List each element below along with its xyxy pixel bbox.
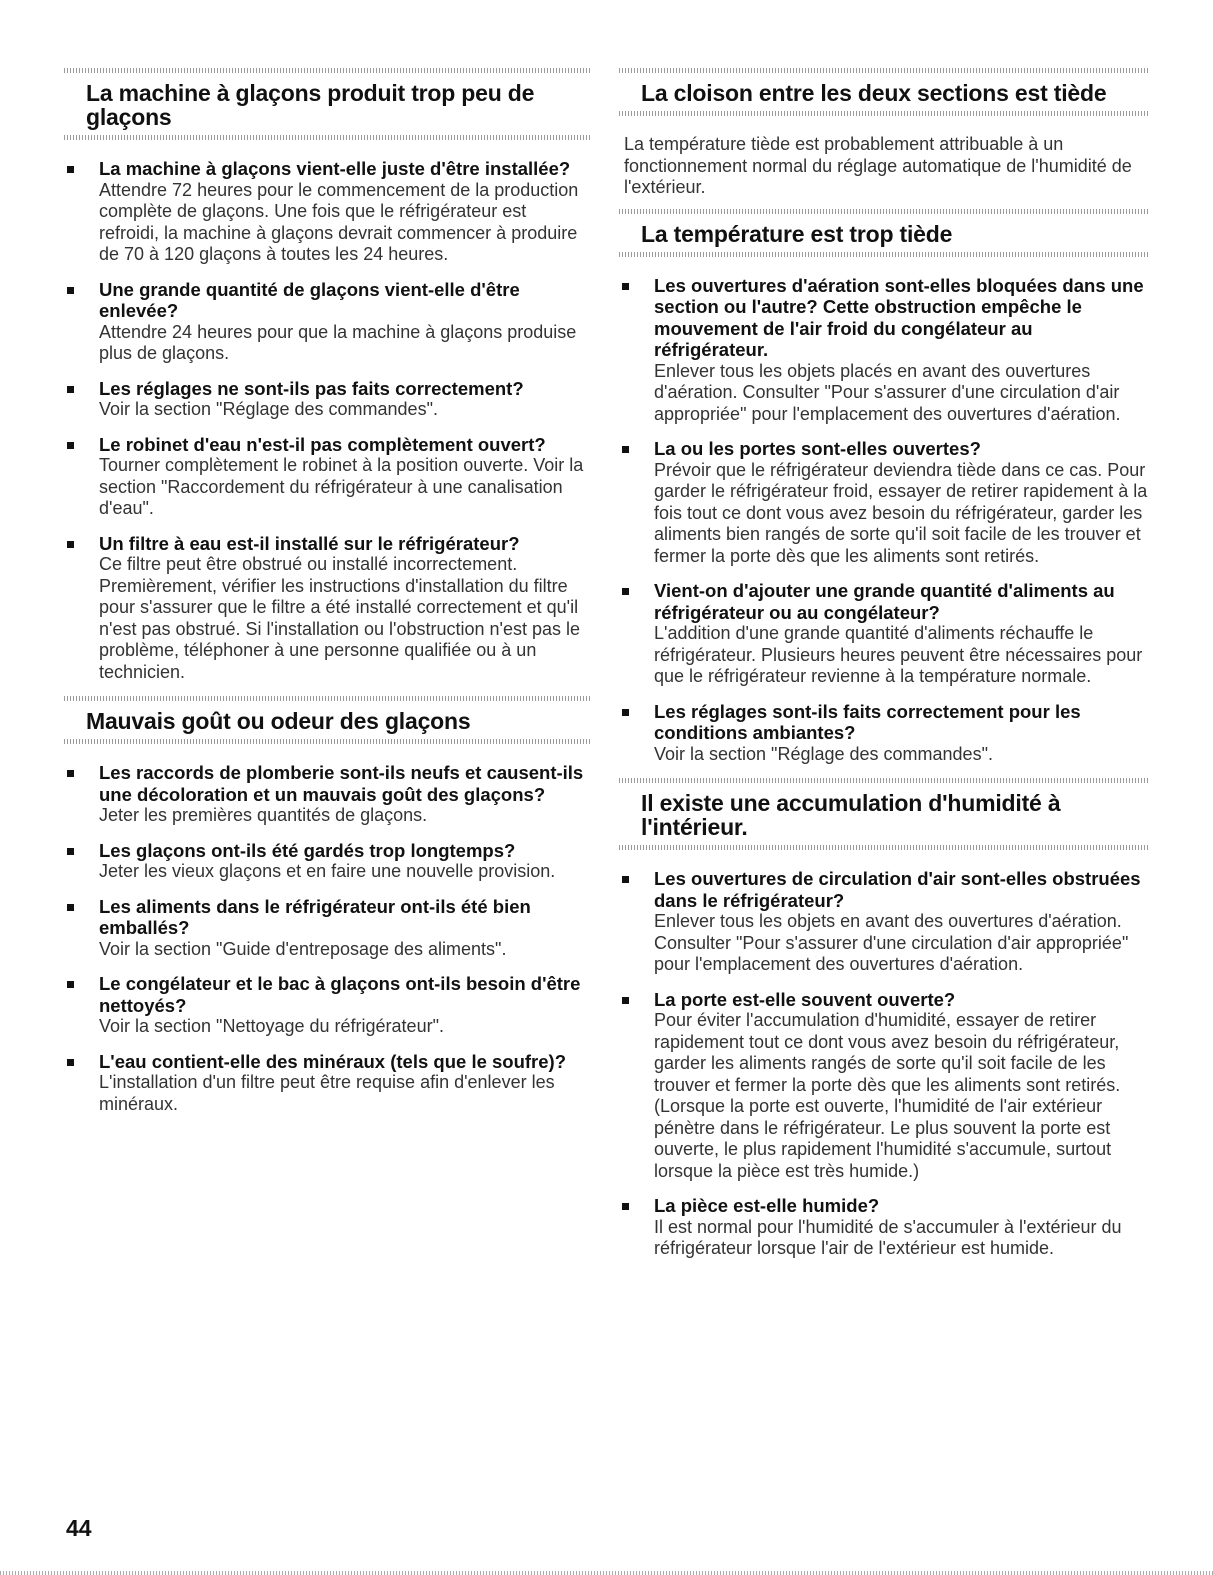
square-bullet-icon (622, 283, 629, 290)
question: Les aliments dans le réfrigérateur ont-ils été bien emballés? (99, 895, 531, 938)
question: Une grande quantité de glaçons vient-elle d'être enlevée? (99, 278, 520, 321)
question: Un filtre à eau est-il installé sur le réfrigérateur? (99, 532, 520, 554)
square-bullet-icon (67, 981, 74, 988)
section-heading: Il existe une accumulation d'humidité à l'intérieur. (641, 790, 1061, 840)
section-bad-taste (64, 696, 590, 1115)
list-item (619, 701, 1149, 766)
question: Les réglages ne sont-ils pas faits correctement? (99, 377, 524, 399)
square-bullet-icon (622, 588, 629, 595)
square-bullet-icon (622, 997, 629, 1004)
square-bullet-icon (67, 770, 74, 777)
list-item (64, 840, 590, 883)
troubleshooting-list (64, 158, 590, 683)
answer: Attendre 24 heures pour que la machine à glaçons produise plus de glaçons. (99, 321, 577, 363)
answer: Enlever tous les objets placés en avant des ouvertures d'aération. Consulter "Pour s'assurer d'une circulation d'air appropriée" pour l'emplacement des ouvertures d'aération. (654, 360, 1121, 424)
list-item (64, 896, 590, 961)
divider (619, 209, 1149, 214)
troubleshooting-list (619, 868, 1149, 1260)
list-item (64, 762, 590, 827)
list-item (619, 275, 1149, 426)
question: La ou les portes sont-elles ouvertes? (654, 438, 981, 459)
answer: Prévoir que le réfrigérateur deviendra tiède dans ce cas. Pour garder le réfrigérateur froid, essayer de retirer rapidement à la fois tout ce dont vous avez besoin du réfrigérateur, garder les aliments bien rangés de sorte qu'il soit facile de les trouver et fermer la porte dès que les aliments sont retirés. (654, 459, 1148, 566)
answer: L'addition d'une grande quantité d'aliments réchauffe le réfrigérateur. Plusieurs heures peuvent être nécessaires pour que le réfrigérateur revienne à la température normale. (654, 623, 1143, 686)
square-bullet-icon (67, 166, 74, 173)
list-item (619, 868, 1149, 976)
answer: Voir la section "Nettoyage du réfrigérateur". (99, 1016, 444, 1036)
question: L'eau contient-elle des minéraux (tels que le soufre)? (99, 1050, 567, 1072)
answer: Jeter les premières quantités de glaçons. (99, 805, 428, 825)
right-column (619, 68, 1149, 1273)
list-item (619, 580, 1149, 688)
answer: Il est normal pour l'humidité de s'accumuler à l'extérieur du réfrigérateur lorsque l'air de l'extérieur est humide. (654, 1216, 1122, 1258)
question: La pièce est-elle humide? (654, 1195, 880, 1216)
answer: Ce filtre peut être obstrué ou installé incorrectement. Premièrement, vérifier les instructions d'installation du filtre pour s'assurer que le filtre a été installé correctement et qu'il n'est pas obstrué. Si l'installation ou l'obstruction n'est pas le problème, téléphoner à une personne qualifiée ou à un technicien. (99, 554, 581, 682)
section-heading: La cloison entre les deux sections est tiède (641, 80, 1107, 106)
question: Le robinet d'eau n'est-il pas complètement ouvert? (99, 433, 546, 455)
question: Les glaçons ont-ils été gardés trop longtemps? (99, 839, 516, 861)
answer: Jeter les vieux glaçons et en faire une nouvelle provision. (99, 861, 556, 881)
question: Les ouvertures d'aération sont-elles bloquées dans une section ou l'autre? Cette obstruction empêche le mouvement de l'air froid du congélateur au réfrigérateur. (654, 274, 1144, 360)
question: La porte est-elle souvent ouverte? (654, 988, 956, 1010)
question: La machine à glaçons vient-elle juste d'être installée? (99, 158, 571, 179)
question: Les réglages sont-ils faits correctement pour les conditions ambiantes? (654, 700, 1081, 743)
square-bullet-icon (67, 1059, 74, 1066)
troubleshooting-list (64, 762, 590, 1115)
square-bullet-icon (67, 904, 74, 911)
square-bullet-icon (622, 876, 629, 883)
left-column (64, 68, 590, 1128)
divider (64, 68, 590, 73)
list-item (64, 973, 590, 1038)
answer: L'installation d'un filtre peut être requise afin d'enlever les minéraux. (99, 1072, 555, 1114)
section-heading: Mauvais goût ou odeur des glaçons (86, 708, 471, 734)
section-partition-warm (619, 68, 1149, 199)
list-item (64, 533, 590, 684)
page-number: 44 (66, 1515, 92, 1541)
question: Les raccords de plomberie sont-ils neufs et causent-ils une décoloration et un mauvais goût des glaçons? (99, 762, 584, 805)
divider (64, 135, 590, 140)
list-item (64, 378, 590, 421)
list-item (619, 438, 1149, 567)
list-item (64, 158, 590, 266)
divider (619, 778, 1149, 783)
square-bullet-icon (67, 442, 74, 449)
divider (64, 696, 590, 701)
divider (64, 739, 590, 744)
section-too-warm (619, 209, 1149, 766)
square-bullet-icon (622, 709, 629, 716)
square-bullet-icon (67, 386, 74, 393)
section-ice-maker-low (64, 68, 590, 683)
answer: Tourner complètement le robinet à la position ouverte. Voir la section "Raccordement du réfrigérateur à une canalisation d'eau". (99, 455, 584, 518)
section-humidity (619, 778, 1149, 1260)
section-heading: La température est trop tiède (641, 220, 953, 247)
section-text: La température tiède est probablement attribuable à un fonctionnement normal du réglage automatique de l'humidité de l'extérieur. (624, 134, 1132, 197)
divider (619, 845, 1149, 850)
square-bullet-icon (67, 287, 74, 294)
question: Le congélateur et le bac à glaçons ont-ils besoin d'être nettoyés? (99, 973, 581, 1016)
list-item (619, 1195, 1149, 1260)
square-bullet-icon (622, 446, 629, 453)
divider (619, 252, 1149, 257)
square-bullet-icon (67, 541, 74, 548)
question: Vient-on d'ajouter une grande quantité d'aliments au réfrigérateur ou au congélateur? (654, 580, 1115, 623)
troubleshooting-list (619, 275, 1149, 766)
list-item (64, 279, 590, 365)
list-item (619, 989, 1149, 1183)
page-edge (0, 1571, 1213, 1575)
square-bullet-icon (67, 848, 74, 855)
answer: Voir la section "Guide d'entreposage des aliments". (99, 938, 507, 959)
answer: Voir la section "Réglage des commandes". (654, 743, 993, 764)
section-heading: La machine à glaçons produit trop peu de glaçons (86, 80, 535, 130)
answer: Enlever tous les objets en avant des ouvertures d'aération. Consulter "Pour s'assurer d'une circulation d'air appropriée" pour l'emplacement des ouvertures d'aération. (654, 911, 1129, 974)
answer: Voir la section "Réglage des commandes". (99, 399, 438, 419)
question: Les ouvertures de circulation d'air sont-elles obstruées dans le réfrigérateur? (654, 868, 1141, 911)
square-bullet-icon (622, 1203, 629, 1210)
answer: Attendre 72 heures pour le commencement de la production complète de glaçons. Une fois que le réfrigérateur est refroidi, la machine à glaçons devrait commencer à produire de 70 à 120 glaçons à toutes les 24 heures. (99, 179, 579, 264)
divider (619, 111, 1149, 116)
answer: Pour éviter l'accumulation d'humidité, essayer de retirer rapidement tout ce dont vous avez besoin du réfrigérateur, garder les aliments rangés de sorte qu'il soit facile de les trouver et fermer la porte dès que les aliments sont retirés. (Lorsque la porte est ouverte, l'humidité de l'air extérieur pénètre dans le réfrigérateur. Le plus souvent la porte est ouverte, le plus rapidement l'humidité s'accumule, surtout lorsque la pièce est très humide.) (654, 1010, 1121, 1181)
list-item (64, 1051, 590, 1116)
list-item (64, 434, 590, 520)
divider (619, 68, 1149, 73)
